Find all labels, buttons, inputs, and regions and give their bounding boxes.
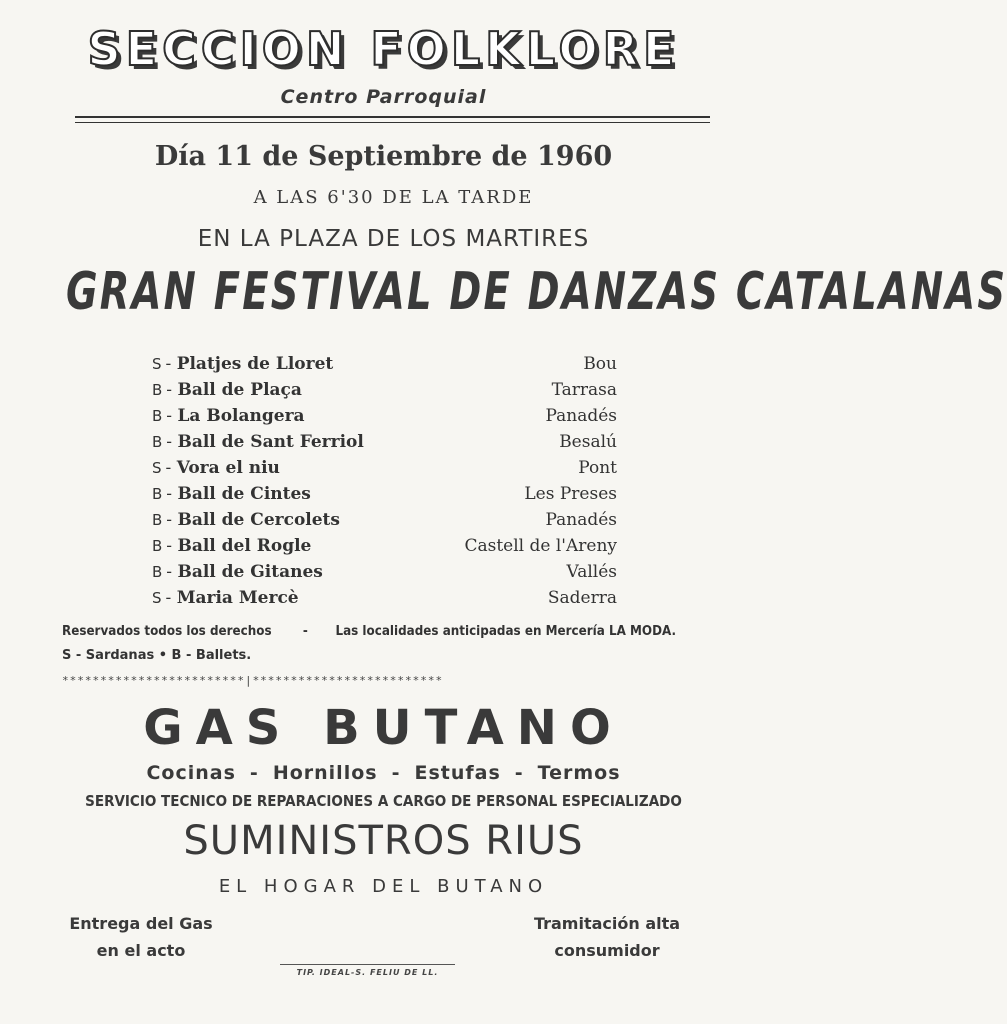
dance-name: Ball de Plaça [177,380,302,400]
double-rule-divider [75,116,710,123]
ad-products [0,762,767,784]
dance-name: Ball de Cintes [177,484,311,504]
dance-name: La Bolangera [177,406,305,426]
dance-type: S [152,589,162,607]
ad-right-note [516,910,698,964]
dance-type: B [152,485,163,503]
product-item: Termos [537,762,621,784]
dance-origin: Castell de l'Areny [464,536,617,556]
dance-name: Maria Mercè [176,588,299,608]
ad-tagline: EL HOGAR DEL BUTANO [218,876,549,897]
dance-origin: Saderra [547,588,617,608]
ad-left-note [52,910,230,964]
dance-name: Ball de Sant Ferriol [177,432,364,452]
event-time: A LAS 6'30 DE LA TARDE [253,187,534,208]
org-subtitle: Centro Parroquial [280,86,487,108]
dance-origin: Panadés [545,406,617,426]
printer-credit: TIP. IDEAL-S. FELIU DE LL. [280,964,455,977]
program-row: S - Vora el niu Pont [152,458,617,478]
dance-type: S [152,355,162,373]
product-sep: - [391,762,401,784]
dance-origin: Tarrasa [551,380,617,400]
program-row: B - Ball de Sant Ferriol Besalú [152,432,617,452]
org-title: SECCION FOLKLORE [87,22,680,76]
product-item: Hornillos [272,762,378,784]
product-sep: - [514,762,524,784]
program-row: B - La Bolangera Panadés [152,406,617,426]
dance-origin: Panadés [545,510,617,530]
dance-type: B [152,511,163,529]
ad-company [0,818,767,864]
dance-type: B [152,563,163,581]
program-row: B - Ball de Cercolets Panadés [152,510,617,530]
product-sep: - [249,762,259,784]
ad-brand: GAS BUTANO [143,700,624,756]
program-row: B - Ball de Gitanes Vallés [152,562,617,582]
dance-origin: Besalú [559,432,617,452]
dance-type: B [152,407,163,425]
dance-type: B [152,433,163,451]
product-item: Estufas [414,762,501,784]
product-item: Cocinas [146,762,236,784]
program-row: B - Ball de Cintes Les Preses [152,484,617,504]
right-note-line: Tramitación alta [533,914,681,933]
dance-name: Ball del Rogle [177,536,312,556]
event-place: EN LA PLAZA DE LOS MARTIRES [197,226,590,252]
notes-line [62,624,677,639]
program-list [152,352,617,612]
rights-note: Reservados todos los derechos [62,624,272,639]
company-name: SUMINISTROS RIUS [183,818,584,864]
program-row: S - Platjes de Lloret Bou [152,354,617,374]
right-note-line: consumidor [554,941,660,960]
dance-name: Ball de Gitanes [177,562,323,582]
notes-dash: - [302,624,308,639]
left-note-line: en el acto [96,941,186,960]
dance-origin: Les Preses [524,484,617,504]
program-row: S - Maria Mercè Saderra [152,588,617,608]
program-row: B - Ball de Plaça Tarrasa [152,380,617,400]
dance-origin: Vallés [566,562,617,582]
dance-origin: Bou [583,354,617,374]
dance-type: B [152,381,163,399]
type-legend: S - Sardanas • B - Ballets. [62,648,252,663]
festival-title: GRAN FESTIVAL DE DANZAS CATALANAS [66,262,1007,322]
program-row: B - Ball del Rogle Castell de l'Areny [152,536,617,556]
star-divider: ************************|************************* [62,674,444,687]
event-date: Día 11 de Septiembre de 1960 [154,141,613,172]
dance-type: S [152,459,162,477]
dance-origin: Pont [578,458,617,478]
tickets-note: Las localidades anticipadas en Mercería LA MODA. [335,624,677,639]
left-note-line: Entrega del Gas [69,914,213,933]
dance-name: Vora el niu [176,458,280,478]
dance-name: Ball de Cercolets [177,510,340,530]
ad-service: SERVICIO TECNICO DE REPARACIONES A CARGO DE PERSONAL ESPECIALIZADO [85,792,682,810]
dance-type: B [152,537,163,555]
dance-name: Platjes de Lloret [176,354,334,374]
